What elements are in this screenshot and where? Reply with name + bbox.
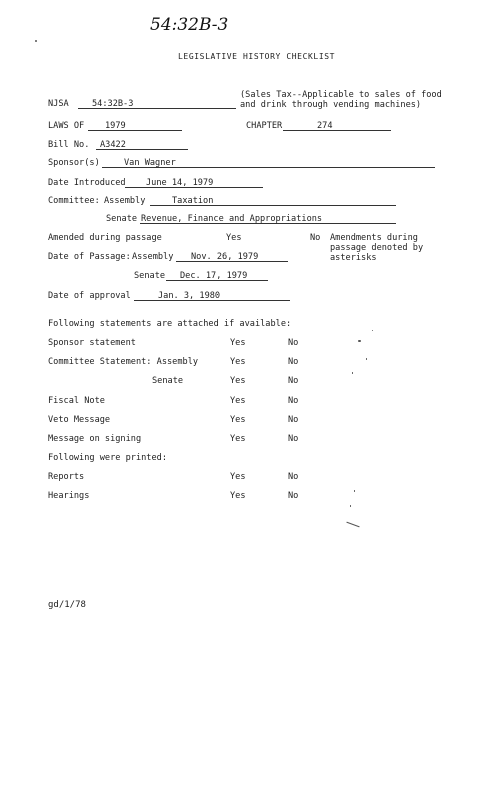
date-of-passage-assembly-underline	[176, 261, 288, 262]
statement-fiscal-note-no: No	[288, 396, 299, 406]
chapter-label: CHAPTER	[246, 121, 283, 131]
committee-label: Committee:	[48, 196, 100, 206]
printed-hearings-no: No	[288, 491, 299, 501]
date-of-approval-underline	[134, 300, 290, 301]
scan-speck	[366, 358, 367, 360]
bill-no-label: Bill No.	[48, 140, 90, 150]
amended-label: Amended during passage	[48, 233, 162, 243]
scan-speck	[350, 505, 351, 507]
statement-veto-message-label: Veto Message	[48, 415, 111, 425]
njsa-underline	[78, 108, 236, 109]
date-of-approval-value: Jan. 3, 1980	[158, 291, 221, 301]
statement-committee-assembly-no-crossed: No	[288, 357, 299, 367]
printed-heading: Following were printed:	[48, 453, 167, 463]
committee-assembly-value: Taxation	[172, 196, 214, 206]
scan-speck	[352, 372, 353, 374]
committee-senate-label: Senate	[106, 214, 138, 224]
page-title: LEGISLATIVE HISTORY CHECKLIST	[178, 52, 336, 61]
statement-veto-message-no: No	[288, 415, 299, 425]
printed-hearings-label: Hearings	[48, 491, 90, 501]
statement-sponsor-yes: Yes	[230, 338, 246, 348]
scan-speck	[372, 330, 373, 331]
committee-senate-underline	[140, 223, 396, 224]
date-of-passage-assembly-label: Assembly	[132, 252, 174, 262]
sponsor-value: Van Wagner	[124, 158, 176, 168]
committee-senate-value: Revenue, Finance and Appropriations	[141, 214, 323, 224]
printed-hearings-yes-crossed: Yes	[230, 491, 246, 501]
amended-no-circled: No	[310, 233, 321, 243]
date-introduced-value: June 14, 1979	[146, 178, 214, 188]
statement-message-on-signing-label: Message on signing	[48, 434, 142, 444]
statement-veto-message-yes-crossed: Yes	[230, 415, 246, 425]
amended-yes: Yes	[226, 233, 242, 243]
chapter-underline	[283, 130, 391, 131]
scan-speck	[358, 340, 361, 342]
date-of-approval-label: Date of approval	[48, 291, 131, 301]
handwritten-statute-number: 54:32B-3	[150, 15, 229, 35]
scan-mark	[346, 522, 359, 528]
statement-committee-senate-yes-crossed: Yes	[230, 376, 246, 386]
printed-reports-no: No	[288, 472, 299, 482]
statement-sponsor-label: Sponsor statement	[48, 338, 136, 348]
laws-of-value: 1979	[105, 121, 126, 131]
statement-sponsor-no-crossed: No	[288, 338, 299, 348]
printed-reports-yes-crossed: Yes	[230, 472, 246, 482]
bill-no-value: A3422	[100, 140, 126, 150]
sponsor-label: Sponsor(s)	[48, 158, 100, 168]
statements-heading: Following statements are attached if available:	[48, 319, 292, 329]
statement-committee-assembly-label: Committee Statement: Assembly	[48, 357, 199, 367]
sponsor-underline	[102, 167, 435, 168]
statement-message-on-signing-no: No	[288, 434, 299, 444]
date-of-passage-senate-value: Dec. 17, 1979	[180, 271, 248, 281]
date-of-passage-senate-label: Senate	[134, 271, 166, 281]
njsa-value: 54:32B-3	[92, 99, 134, 109]
statement-message-on-signing-yes-crossed: Yes	[230, 434, 246, 444]
committee-assembly-underline	[150, 205, 396, 206]
scan-speck	[35, 40, 37, 42]
laws-of-label: LAWS OF	[48, 121, 85, 131]
date-of-passage-label: Date of Passage:	[48, 252, 131, 262]
scan-speck	[354, 490, 355, 492]
laws-of-underline	[88, 130, 182, 131]
footer-initials: gd/1/78	[48, 600, 86, 610]
njsa-description: (Sales Tax--Applicable to sales of food and drink through vending machines)	[240, 90, 442, 110]
statement-committee-senate-no: No	[288, 376, 299, 386]
njsa-label: NJSA	[48, 99, 69, 109]
statement-fiscal-note-label: Fiscal Note	[48, 396, 105, 406]
date-introduced-underline	[125, 187, 263, 188]
committee-assembly-label: Assembly	[104, 196, 146, 206]
date-of-passage-assembly-value: Nov. 26, 1979	[191, 252, 259, 262]
statement-committee-assembly-yes: Yes	[230, 357, 246, 367]
statement-fiscal-note-yes-crossed: Yes	[230, 396, 246, 406]
statement-committee-senate-label: Senate	[152, 376, 184, 386]
printed-reports-label: Reports	[48, 472, 85, 482]
date-introduced-label: Date Introduced	[48, 178, 126, 188]
chapter-value: 274	[317, 121, 333, 131]
amended-note: Amendments during passage denoted by asterisks	[330, 233, 424, 263]
bill-no-underline	[96, 149, 188, 150]
date-of-passage-senate-underline	[166, 280, 268, 281]
